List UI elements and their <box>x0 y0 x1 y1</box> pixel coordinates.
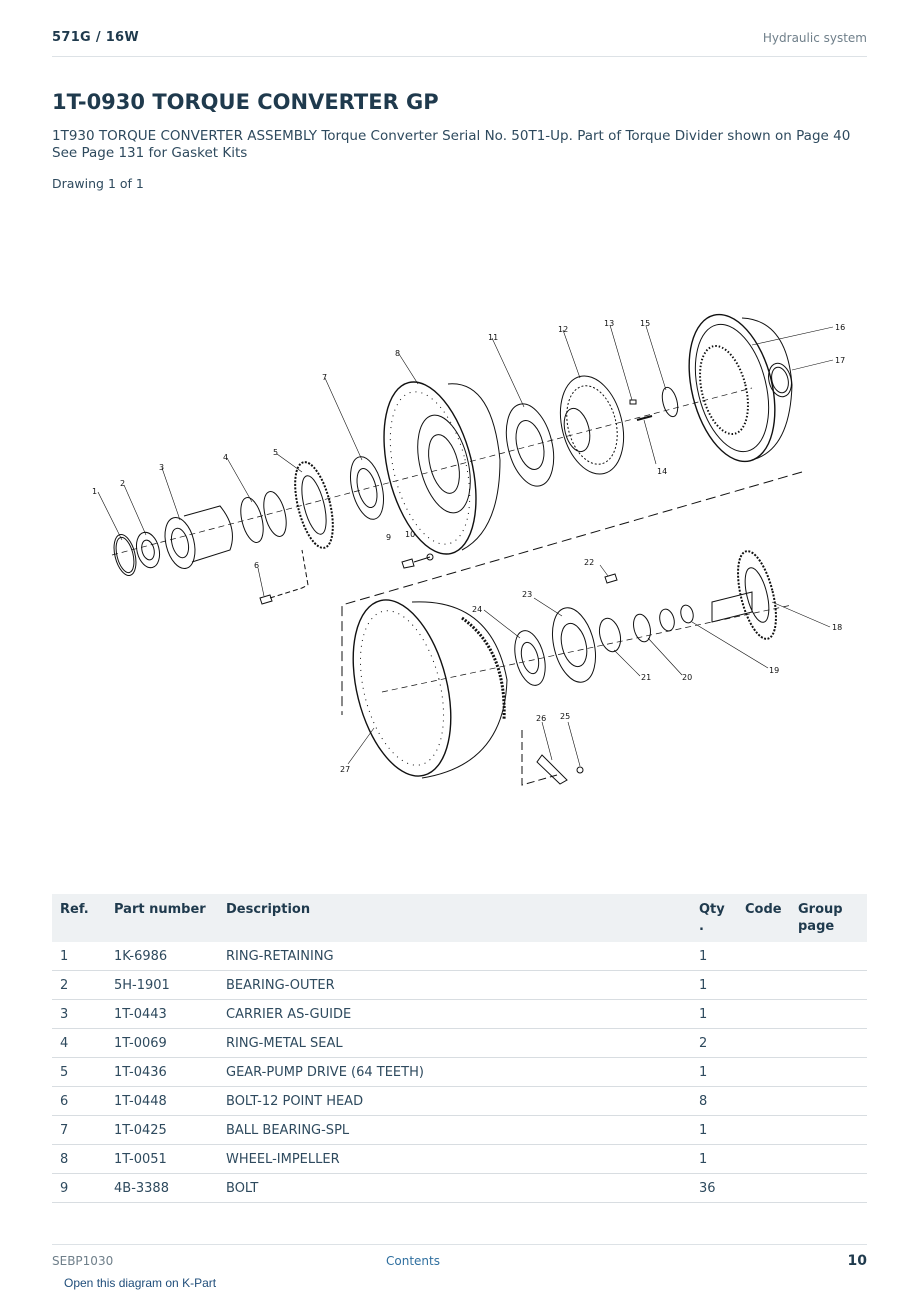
cell-qty: 1 <box>691 942 737 971</box>
callout-18[interactable]: 18 <box>832 623 843 632</box>
table-row[interactable] <box>52 1058 867 1087</box>
open-kpart-link[interactable]: Open this diagram on K-Part <box>64 1276 217 1290</box>
page-title: 1T-0930 TORQUE CONVERTER GP <box>52 90 439 114</box>
cell-code <box>737 1087 790 1116</box>
callout-5[interactable]: 5 <box>273 448 279 457</box>
callout-4[interactable]: 4 <box>223 453 229 462</box>
cell-qty: 36 <box>691 1174 737 1203</box>
cell-part-number: 1T-0425 <box>106 1116 218 1145</box>
callout-23[interactable]: 23 <box>522 590 533 599</box>
callout-1[interactable]: 1 <box>92 487 98 496</box>
cell-qty: 1 <box>691 971 737 1000</box>
cell-description: GEAR-PUMP DRIVE (64 TEETH) <box>218 1058 691 1087</box>
cell-code <box>737 1058 790 1087</box>
machine-model: 571G / 16W <box>52 30 140 45</box>
page-footer <box>52 1244 867 1275</box>
cell-group-page <box>790 1145 867 1174</box>
cell-part-number: 1T-0436 <box>106 1058 218 1087</box>
cell-code <box>737 971 790 1000</box>
callout-15[interactable]: 15 <box>640 319 651 328</box>
cell-group-page <box>790 942 867 971</box>
cell-part-number: 1T-0051 <box>106 1145 218 1174</box>
callout-3[interactable]: 3 <box>159 463 165 472</box>
cell-description: BOLT <box>218 1174 691 1203</box>
callout-22[interactable]: 22 <box>584 558 595 567</box>
cell-code <box>737 1174 790 1203</box>
callout-25[interactable]: 25 <box>560 712 571 721</box>
cell-group-page <box>790 1087 867 1116</box>
cell-ref: 5 <box>52 1058 106 1087</box>
assembly-description: 1T930 TORQUE CONVERTER ASSEMBLY Torque Converter Serial No. 50T1-Up. Part of Torque Divider shown on Page 40 See Page 131 for Gasket Kits <box>52 128 851 161</box>
section-name: Hydraulic system <box>762 31 867 45</box>
page-number: 10 <box>847 1253 867 1269</box>
drawing-count-label: Drawing 1 of 1 <box>52 176 144 191</box>
header-ref: Ref. <box>52 894 106 942</box>
table-row[interactable] <box>52 1116 867 1145</box>
callout-17[interactable]: 17 <box>835 356 846 365</box>
table-row[interactable] <box>52 1145 867 1174</box>
callout-16[interactable]: 16 <box>835 323 846 332</box>
table-row[interactable] <box>52 1087 867 1116</box>
parts-table <box>52 894 867 1203</box>
callout-19[interactable]: 19 <box>769 666 780 675</box>
exploded-parts-diagram <box>52 210 867 860</box>
cell-ref: 4 <box>52 1029 106 1058</box>
header-part-number: Part number <box>106 894 218 942</box>
cell-description: WHEEL-IMPELLER <box>218 1145 691 1174</box>
contents-link[interactable]: Contents <box>386 1254 440 1268</box>
header-code: Code <box>737 894 790 942</box>
cell-ref: 8 <box>52 1145 106 1174</box>
cell-code <box>737 1000 790 1029</box>
parts-table-header <box>52 894 867 942</box>
cell-group-page <box>790 971 867 1000</box>
cell-qty: 1 <box>691 1145 737 1174</box>
callout-12[interactable]: 12 <box>558 325 569 334</box>
cell-code <box>737 942 790 971</box>
page-header <box>52 28 867 57</box>
cell-ref: 7 <box>52 1116 106 1145</box>
cell-qty: 1 <box>691 1058 737 1087</box>
table-row[interactable] <box>52 1174 867 1203</box>
cell-ref: 6 <box>52 1087 106 1116</box>
callout-20[interactable]: 20 <box>682 673 693 682</box>
cell-ref: 9 <box>52 1174 106 1203</box>
cell-qty: 8 <box>691 1087 737 1116</box>
callout-21[interactable]: 21 <box>641 673 652 682</box>
cell-group-page <box>790 1000 867 1029</box>
cell-part-number: 1T-0448 <box>106 1087 218 1116</box>
cell-group-page <box>790 1058 867 1087</box>
callout-2[interactable]: 2 <box>120 479 126 488</box>
cell-group-page <box>790 1029 867 1058</box>
callout-14[interactable]: 14 <box>657 467 668 476</box>
cell-description: BOLT-12 POINT HEAD <box>218 1087 691 1116</box>
document-id: SEBP1030 <box>52 1254 114 1268</box>
parts-table-body <box>52 942 867 1203</box>
table-row[interactable] <box>52 1029 867 1058</box>
cell-qty: 2 <box>691 1029 737 1058</box>
cell-code <box>737 1029 790 1058</box>
cell-code <box>737 1116 790 1145</box>
cell-ref: 2 <box>52 971 106 1000</box>
callout-13[interactable]: 13 <box>604 319 615 328</box>
callout-9[interactable]: 9 <box>386 533 392 542</box>
table-row[interactable] <box>52 1000 867 1029</box>
cell-part-number: 1T-0443 <box>106 1000 218 1029</box>
table-row[interactable] <box>52 942 867 971</box>
callout-24[interactable]: 24 <box>472 605 483 614</box>
callout-27[interactable]: 27 <box>340 765 351 774</box>
cell-description: CARRIER AS-GUIDE <box>218 1000 691 1029</box>
table-row[interactable] <box>52 971 867 1000</box>
cell-code <box>737 1145 790 1174</box>
cell-group-page <box>790 1174 867 1203</box>
cell-ref: 1 <box>52 942 106 971</box>
cell-part-number: 5H-1901 <box>106 971 218 1000</box>
header-qty: Qty . <box>691 894 737 942</box>
cell-group-page <box>790 1116 867 1145</box>
torque-converter-drawing <box>52 210 867 860</box>
cell-description: BEARING-OUTER <box>218 971 691 1000</box>
cell-part-number: 1K-6986 <box>106 942 218 971</box>
cell-qty: 1 <box>691 1116 737 1145</box>
callout-7[interactable]: 7 <box>322 373 328 382</box>
cell-part-number: 1T-0069 <box>106 1029 218 1058</box>
callout-11[interactable]: 11 <box>488 333 499 342</box>
header-description: Description <box>218 894 691 942</box>
cell-ref: 3 <box>52 1000 106 1029</box>
header-group-page: Group page <box>790 894 867 942</box>
callout-6[interactable]: 6 <box>254 561 260 570</box>
callout-26[interactable]: 26 <box>536 714 547 723</box>
cell-part-number: 4B-3388 <box>106 1174 218 1203</box>
cell-description: RING-METAL SEAL <box>218 1029 691 1058</box>
cell-qty: 1 <box>691 1000 737 1029</box>
callout-10[interactable]: 10 <box>405 530 416 539</box>
cell-description: BALL BEARING-SPL <box>218 1116 691 1145</box>
cell-description: RING-RETAINING <box>218 942 691 971</box>
callout-8[interactable]: 8 <box>395 349 401 358</box>
